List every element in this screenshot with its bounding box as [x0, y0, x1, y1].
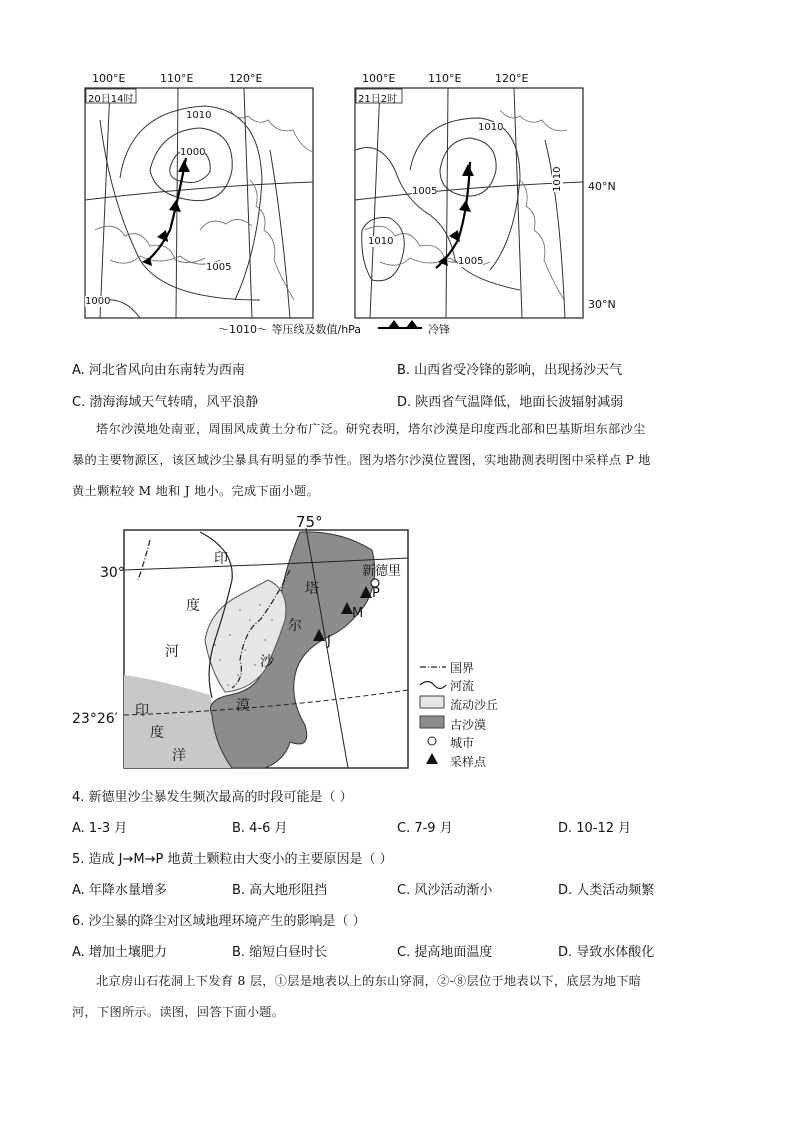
weather-maps-figure [0, 0, 794, 345]
q6-option-a: A. 增加土壤肥力 [72, 945, 167, 960]
label-yang: 洋 [172, 748, 186, 764]
passage-cave-line1: 北京房山石花洞上下发育 8 层，①层是地表以上的东山穿洞，②-⑧层位于地表以下，底层为地下暗 [96, 974, 642, 988]
q4-option-c: C. 7-9 月 [397, 821, 453, 836]
label-er: 尔 [288, 618, 302, 634]
lon-label-100e-left: 100°E [92, 72, 126, 85]
passage-cave-line2: 河，下图所示。读图，回答下面小题。 [72, 1005, 285, 1019]
option-b: B. 山西省受冷锋的影响，出现扬沙天气 [397, 363, 623, 378]
q5-option-d: D. 人类活动频繁 [558, 883, 655, 898]
q6-option-c: C. 提高地面温度 [397, 945, 493, 960]
option-a: A. 河北省风向由东南转为西南 [72, 363, 245, 378]
label-ta: 塔 [305, 581, 319, 597]
passage-thar-line3: 黄土颗粒较 M 地和 J 地小。完成下面小题。 [72, 484, 319, 498]
lon-75-label: 75° [296, 513, 323, 531]
lat-30-label: 30° [100, 565, 125, 581]
option-d: D. 陕西省气温降低，地面长波辐射减弱 [397, 395, 624, 410]
label-sha: 沙 [260, 654, 274, 670]
legend-border: 国界 [450, 661, 475, 675]
label-yin: 印 [214, 551, 228, 567]
lon-label-120e-right: 120°E [495, 72, 529, 85]
weather-map-left [85, 88, 313, 318]
legend-ancient-desert: 古沙漠 [450, 718, 487, 732]
label-yin2: 印 [135, 703, 149, 719]
label-new-delhi: 新德里 [362, 564, 402, 579]
weather-map-right [355, 88, 583, 318]
thar-desert-map [0, 510, 794, 775]
q5-option-c: C. 风沙活动渐小 [397, 883, 493, 898]
legend-sample-point: 采样点 [450, 755, 487, 769]
isobar-label: 1005 [458, 256, 484, 267]
legend-isobar: ～1010～ 等压线及数值/hPa [218, 323, 362, 336]
legend-city: 城市 [450, 736, 475, 750]
passage-thar-line2: 暴的主要物源区，该区域沙尘暴具有明显的季节性。图为塔尔沙漠位置图，实地勘测表明图中采样点 P 地 [72, 453, 651, 467]
q5-option-a: A. 年降水量增多 [72, 883, 167, 898]
label-mo: 漠 [236, 698, 250, 714]
isobar-label: 1010 [368, 236, 394, 247]
lon-label-110e-right: 110°E [428, 72, 462, 85]
legend-cold-front: 冷锋 [428, 323, 450, 336]
label-J: J [327, 634, 331, 649]
time-label-right: 21日2时 [358, 94, 398, 105]
lon-label-100e-right: 100°E [362, 72, 396, 85]
legend-river: 河流 [450, 679, 475, 693]
lon-label-120e-left: 120°E [229, 72, 263, 85]
isobar-label: 1000 [85, 296, 111, 307]
lat-label-30n: 30°N [588, 298, 616, 311]
question-4-stem: 4. 新德里沙尘暴发生频次最高的时段可能是（ ） [72, 790, 353, 805]
label-P: P [372, 586, 380, 601]
time-label-left: 20日14时 [88, 94, 134, 105]
q5-option-b: B. 高大地形阻挡 [232, 883, 328, 898]
question-6-stem: 6. 沙尘暴的降尘对区域地理环境产生的影响是（ ） [72, 914, 366, 929]
option-c: C. 渤海海域天气转晴，风平浪静 [72, 395, 259, 410]
label-M: M [352, 606, 364, 621]
lon-label-110e-left: 110°E [160, 72, 194, 85]
isobar-label: 1005 [412, 186, 438, 197]
q6-option-b: B. 缩短白昼时长 [232, 945, 328, 960]
q6-option-d: D. 导致水体酸化 [558, 945, 655, 960]
passage-thar-line1: 塔尔沙漠地处南亚，周围风成黄土分布广泛。研究表明，塔尔沙漠是印度西北部和巴基斯坦东部沙尘 [96, 422, 646, 436]
q4-option-a: A. 1-3 月 [72, 821, 128, 836]
question-5-stem: 5. 造成 J→M→P 地黄土颗粒由大变小的主要原因是（ ） [72, 852, 393, 867]
label-du: 度 [186, 598, 200, 614]
lat-label-40n: 40°N [588, 180, 616, 193]
isobar-label: 1010 [478, 122, 504, 133]
isobar-label: 1000 [180, 147, 206, 158]
isobar-label: 1010 [186, 110, 212, 121]
q4-option-d: D. 10-12 月 [558, 821, 632, 836]
legend-dunes: 流动沙丘 [450, 698, 499, 712]
label-du2: 度 [150, 725, 164, 741]
q4-option-b: B. 4-6 月 [232, 821, 288, 836]
tropic-label: 23°26′ [72, 711, 118, 727]
isobar-label: 1010 [552, 166, 563, 192]
isobar-label: 1005 [206, 262, 232, 273]
label-he: 河 [165, 644, 179, 660]
